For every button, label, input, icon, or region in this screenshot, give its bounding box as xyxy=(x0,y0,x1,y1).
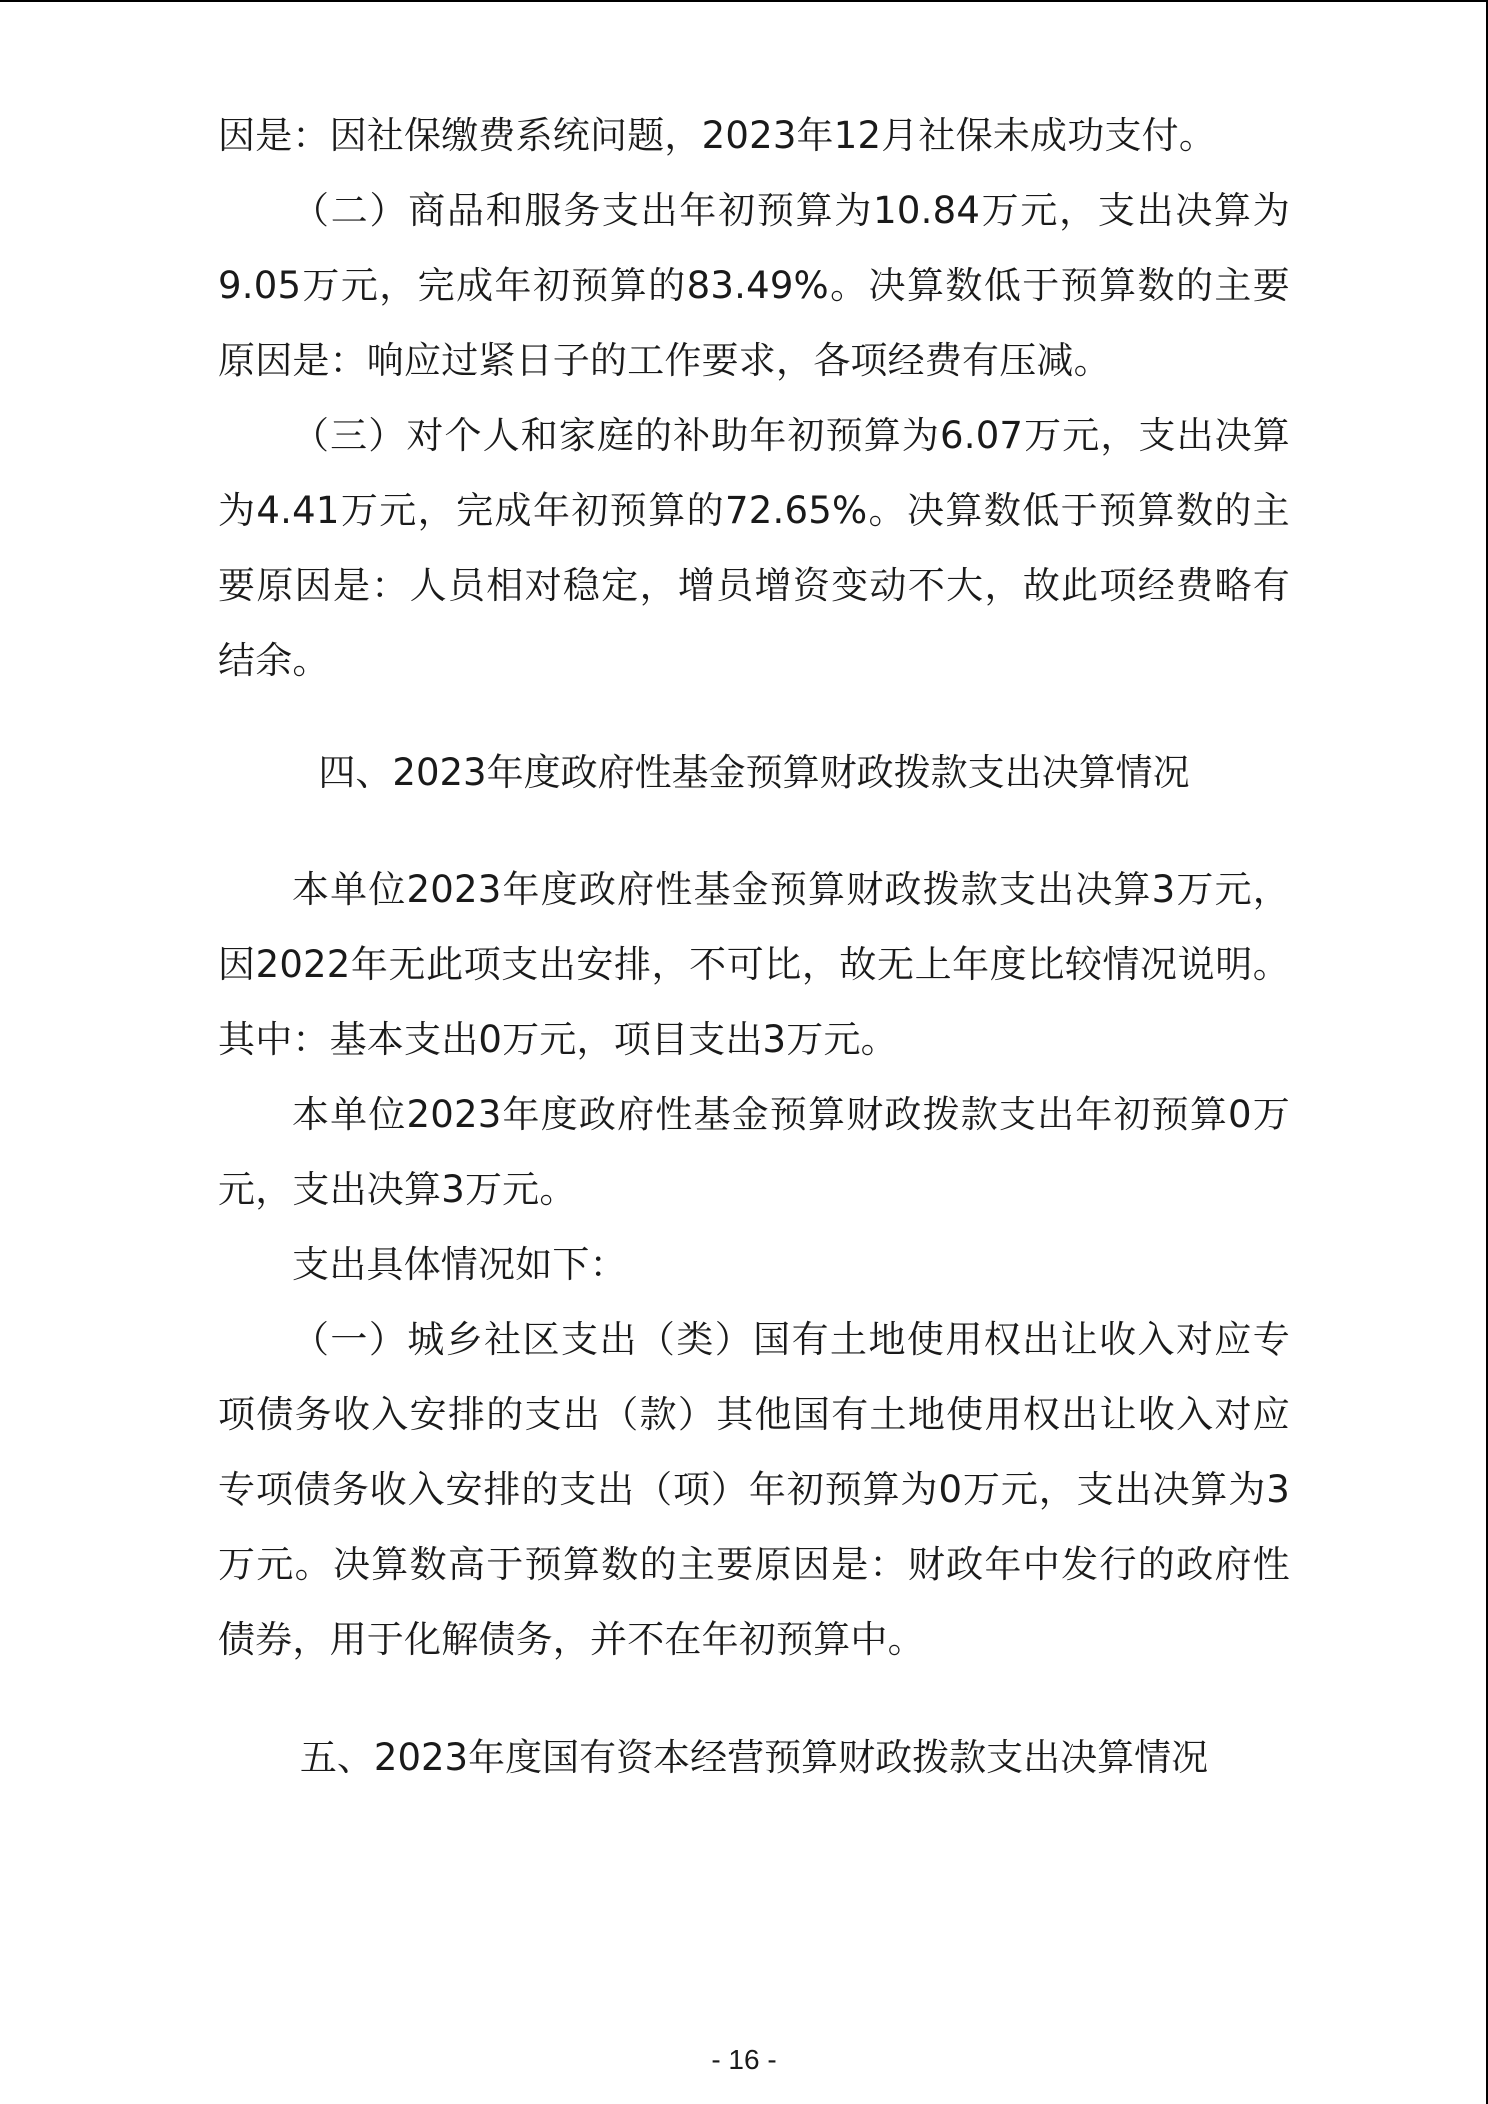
paragraph-fund-budget: 本单位2023年度政府性基金预算财政拨款支出年初预算0万元，支出决算3万元。 xyxy=(218,1093,1290,1211)
paragraph-continuation: 因是：因社保缴费系统问题，2023年12月社保未成功支付。 xyxy=(218,114,1217,157)
paragraph-subsidies: （三）对个人和家庭的补助年初预算为6.07万元，支出决算为4.41万元，完成年初预算的72.65%。决算数低于预算数的主要原因是：人员相对稳定，增员增资变动不大，故此项经费略有结余。 xyxy=(218,414,1290,682)
paragraph-urban-rural: （一）城乡社区支出（类）国有土地使用权出让收入对应专项债务收入安排的支出（款）其他国有土地使用权出让收入对应专项债务收入安排的支出（项）年初预算为0万元，支出决算为3万元。决算数高于预算数的主要原因是：财政年中发行的政府性债券，用于化解债务，并不在年初预算中。 xyxy=(218,1318,1290,1661)
section-heading-5: 五、2023年度国有资本经营预算财政拨款支出决算情况 xyxy=(299,1736,1209,1779)
paragraph-goods-services: （二）商品和服务支出年初预算为10.84万元，支出决算为9.05万元，完成年初预算的83.49%。决算数低于预算数的主要原因是：响应过紧日子的工作要求，各项经费有压减。 xyxy=(218,189,1290,382)
paragraph-fund-total: 本单位2023年度政府性基金预算财政拨款支出决算3万元，因2022年无此项支出安排，不可比，故无上年度比较情况说明。其中：基本支出0万元，项目支出3万元。 xyxy=(218,868,1290,1061)
paragraph-details-intro: 支出具体情况如下： xyxy=(292,1243,627,1286)
section-heading-4: 四、2023年度政府性基金预算财政拨款支出决算情况 xyxy=(318,751,1190,794)
page-number: - 16 - xyxy=(711,2044,777,2075)
top-border xyxy=(0,0,1488,2)
document-body xyxy=(218,98,1290,1795)
